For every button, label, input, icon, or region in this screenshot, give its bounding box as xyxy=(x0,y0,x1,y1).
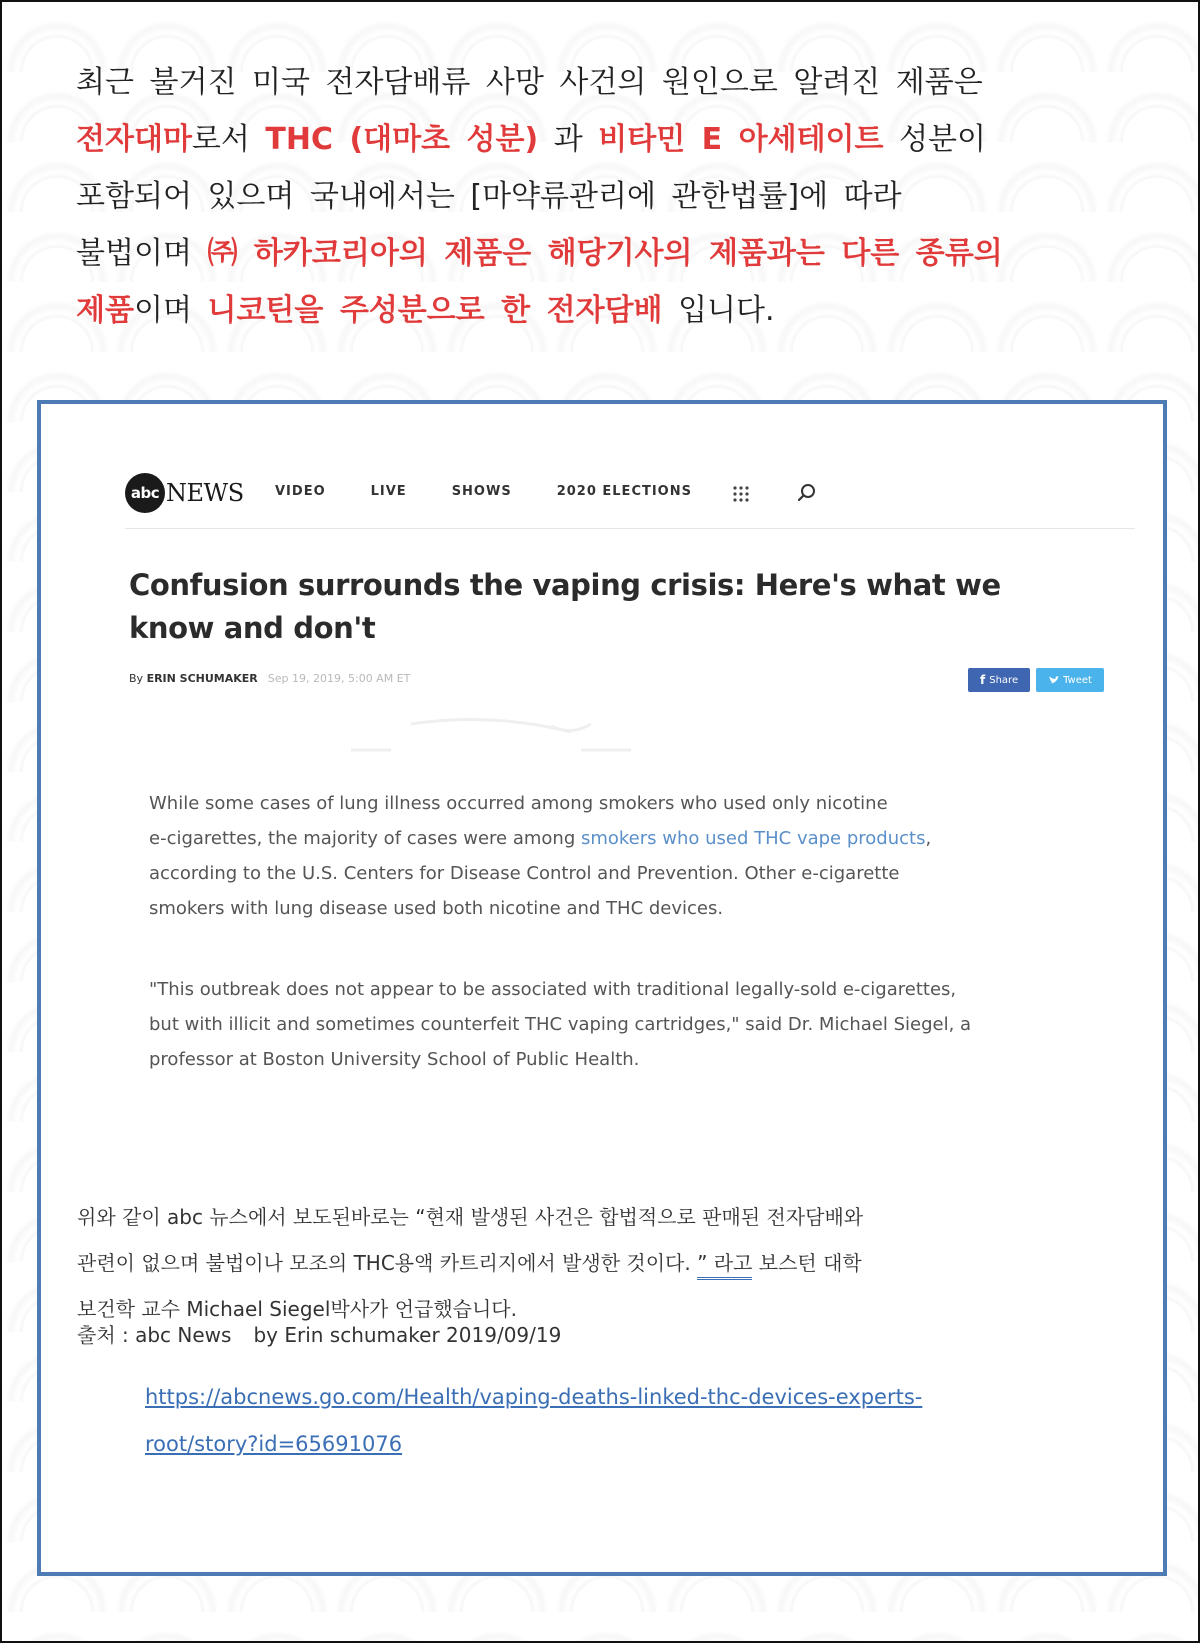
byline-author[interactable]: ERIN SCHUMAKER xyxy=(146,672,258,685)
paragraph-line xyxy=(149,821,1069,856)
facebook-share-button[interactable] xyxy=(968,668,1030,692)
intro-fragment: 입니다. xyxy=(662,293,775,328)
paragraph-line: but with illicit and sometimes counterfeit THC vaping cartridges," said Dr. Michael Siegel, a xyxy=(149,1014,972,1035)
summary-fragment: 관련이 없으며 불법이나 모조의 THC용액 카트리지에서 발생한 것이다. xyxy=(77,1251,698,1275)
news-wordmark: NEWS xyxy=(166,479,244,507)
nav-item-live[interactable]: LIVE xyxy=(370,484,407,499)
intro-line-5 xyxy=(76,282,1156,339)
paragraph-line: smokers with lung disease used both nicotine and THC devices. xyxy=(149,898,724,919)
article-headline xyxy=(129,564,1029,650)
byline-prefix: By xyxy=(129,672,147,685)
grid-menu-icon[interactable] xyxy=(731,484,751,504)
abc-logo-mark: abc xyxy=(125,473,165,513)
twitter-bird-icon xyxy=(1048,676,1059,685)
intro-highlight: ㈜ 하카코리아의 제품은 해당기사의 제품과는 다른 종류의 xyxy=(207,236,1003,271)
summary-line xyxy=(77,1240,1137,1286)
intro-text xyxy=(76,54,1156,339)
source-author-date: by Erin schumaker 2019/09/19 xyxy=(253,1323,562,1347)
paragraph-line: professor at Boston University School of Public Health. xyxy=(149,1049,640,1070)
intro-fragment: 성분이 xyxy=(883,122,987,157)
abc-news-logo[interactable] xyxy=(125,476,244,510)
intro-line-3: 포함되어 있으며 국내에서는 [마약류관리에 관한법률]에 따라 xyxy=(76,179,902,214)
article-paragraph-1 xyxy=(149,786,1069,926)
facebook-icon: f xyxy=(980,673,986,687)
paragraph-fragment: , xyxy=(925,828,932,849)
main-nav xyxy=(275,484,692,499)
intro-line-2 xyxy=(76,111,1156,168)
intro-fragment: 과 xyxy=(538,122,599,157)
summary-underlined-quote: ” 라고 xyxy=(697,1251,752,1280)
abc-news-header xyxy=(125,454,1135,529)
intro-highlight: 비타민 E 아세테이트 xyxy=(598,122,884,157)
intro-line-4 xyxy=(76,225,1156,282)
paragraph-fragment: e-cigarettes, the majority of cases were among xyxy=(149,828,581,849)
share-label: Share xyxy=(989,674,1019,686)
paragraph-line: "This outbreak does not appear to be associated with traditional legally-sold e-cigarettes, xyxy=(149,979,957,1000)
intro-line-1: 최근 불거진 미국 전자담배류 사망 사건의 원인으로 알려진 제품은 xyxy=(76,65,983,100)
url-line[interactable]: https://abcnews.go.com/Health/vaping-deaths-linked-thc-devices-experts- xyxy=(145,1385,923,1409)
intro-fragment: 불법이며 xyxy=(76,236,208,271)
thc-vape-products-link[interactable]: smokers who used THC vape products xyxy=(580,828,926,849)
summary-fragment: 보스턴 대학 xyxy=(752,1251,862,1275)
summary-line: 위와 같이 abc 뉴스에서 보도된바로는 “현재 발생된 사건은 합법적으로 판매된 전자담배와 xyxy=(77,1205,864,1229)
nav-item-shows[interactable]: SHOWS xyxy=(451,484,512,499)
faded-watermark-graphic xyxy=(351,712,631,752)
intro-highlight: THC (대마초 성분) xyxy=(265,122,539,157)
article-paragraph-2 xyxy=(149,972,1069,1077)
korean-summary xyxy=(77,1194,1137,1332)
headline-line: know and don't xyxy=(129,611,376,645)
search-icon[interactable] xyxy=(796,482,818,504)
paragraph-line: While some cases of lung illness occurred among smokers who used only nicotine xyxy=(149,793,888,814)
intro-highlight: 니코틴을 주성분으로 한 전자담배 xyxy=(207,293,663,328)
article-box xyxy=(37,400,1167,1576)
headline-line: Confusion surrounds the vaping crisis: Here's what we xyxy=(129,568,1001,602)
tweet-label: Tweet xyxy=(1063,674,1092,686)
paragraph-line: according to the U.S. Centers for Disease Control and Prevention. Other e-cigarette xyxy=(149,863,900,884)
source-url-link[interactable] xyxy=(145,1374,1045,1468)
intro-highlight: 전자대마 xyxy=(76,122,192,157)
url-line[interactable]: root/story?id=65691076 xyxy=(145,1432,403,1456)
share-buttons xyxy=(968,668,1104,692)
article-byline xyxy=(129,672,410,685)
intro-fragment: 이며 xyxy=(133,293,208,328)
intro-highlight: 제품 xyxy=(76,293,134,328)
intro-fragment: 로서 xyxy=(191,122,266,157)
nav-item-video[interactable]: VIDEO xyxy=(275,484,326,499)
twitter-tweet-button[interactable] xyxy=(1036,668,1104,692)
source-citation xyxy=(77,1319,561,1348)
nav-item-2020-elections[interactable]: 2020 ELECTIONS xyxy=(556,484,692,499)
source-publisher: 출처 : abc News xyxy=(77,1323,232,1347)
byline-date: Sep 19, 2019, 5:00 AM ET xyxy=(267,672,411,685)
summary-line: 보건학 교수 Michael Siegel박사가 언급했습니다. xyxy=(77,1297,517,1321)
